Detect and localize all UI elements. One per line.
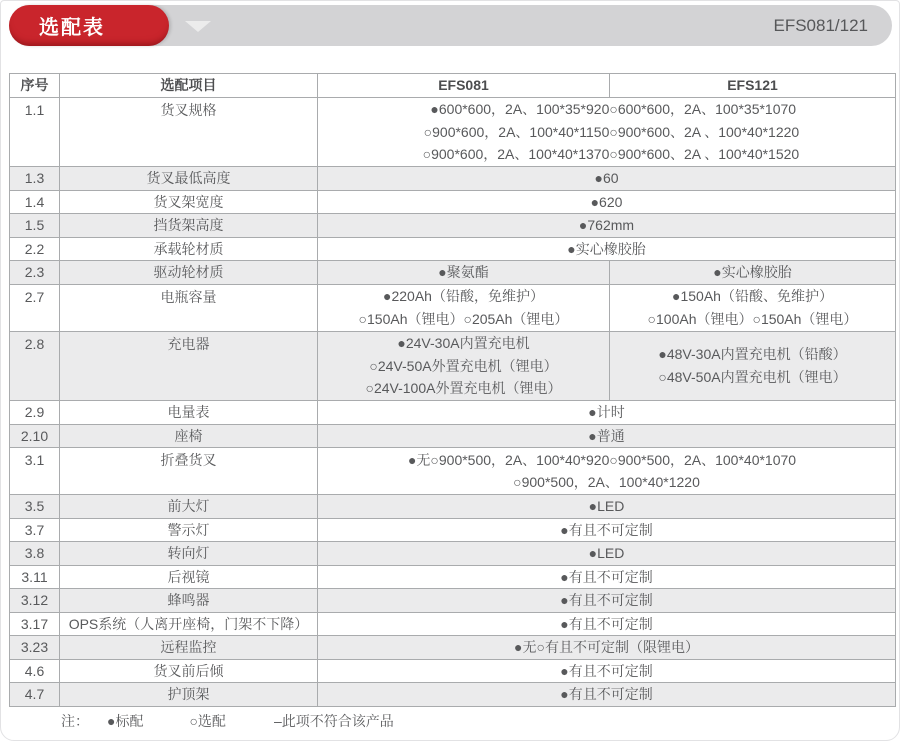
- table-row: [10, 97, 895, 167]
- table-row: [10, 565, 895, 589]
- value-line: [320, 98, 893, 121]
- table-row: [10, 659, 895, 683]
- value-line: ○24V-50A外置充电机（锂电）: [369, 357, 558, 374]
- table-row: [10, 237, 895, 261]
- row-value-merged: ●无○有且不可定制（限锂电）: [317, 636, 895, 659]
- table-row: [10, 588, 895, 612]
- model-label: EFS081/121: [773, 15, 868, 35]
- row-value-merged: [317, 98, 895, 167]
- row-no: 2.3: [24, 264, 45, 280]
- row-no: 1.5: [24, 217, 45, 233]
- row-value-merged: ●LED: [317, 495, 895, 518]
- row-value-merged: ●实心橡胶胎: [317, 238, 895, 261]
- row-no: 3.7: [24, 521, 45, 538]
- row-item: 承载轮材质: [59, 238, 317, 261]
- efs121-part: ○900*600、2A 、100*40*1520: [609, 146, 800, 162]
- value-line: ○150Ah（锂电）○205Ah（锂电）: [358, 310, 569, 327]
- row-value-merged: ●620: [317, 191, 895, 214]
- row-no: 3.12: [20, 592, 49, 608]
- table-row: [10, 541, 895, 565]
- col-header-no: 序号: [20, 77, 49, 93]
- row-item: 货叉最低高度: [59, 167, 317, 190]
- row-item: 远程监控: [59, 636, 317, 659]
- row-item: 折叠货叉: [59, 448, 317, 494]
- row-item: 电瓶容量: [59, 285, 317, 331]
- table-row: [10, 447, 895, 494]
- row-no: 4.6: [24, 662, 45, 679]
- row-value-merged: [317, 448, 895, 494]
- value-line: ●150Ah（铅酸、免维护）: [672, 288, 833, 304]
- value-line: [320, 449, 893, 472]
- table-row: [10, 284, 895, 331]
- table-row: [10, 260, 895, 284]
- value-line: ○900*500，2A、100*40*1220: [513, 474, 700, 490]
- table-row: [10, 166, 895, 190]
- row-value-merged: ●有且不可定制: [317, 660, 895, 683]
- row-value-merged: ●60: [317, 167, 895, 190]
- value-line: ●实心橡胶胎: [713, 264, 792, 280]
- row-value-efs121: [609, 285, 895, 331]
- row-value-merged: ●762mm: [317, 214, 895, 237]
- row-no: 2.2: [24, 240, 45, 257]
- table-row: [10, 518, 895, 542]
- row-no: 2.10: [20, 427, 49, 444]
- table-row: [10, 682, 895, 706]
- table-body: [10, 97, 895, 706]
- row-no: 3.8: [24, 545, 45, 561]
- value-line: [320, 121, 893, 144]
- value-line: [320, 143, 893, 166]
- row-value-merged: ●有且不可定制: [317, 519, 895, 542]
- row-item: OPS系统（人离开座椅，门架不下降）: [59, 613, 317, 636]
- row-value-merged: ●有且不可定制: [317, 566, 895, 589]
- row-item: 驱动轮材质: [59, 261, 317, 284]
- efs081-part: ○900*600，2A、100*40*1150: [423, 123, 610, 140]
- row-value-merged: ●有且不可定制: [317, 613, 895, 636]
- row-value-efs121: [609, 261, 895, 284]
- row-no: 1.3: [24, 170, 45, 186]
- value-line: ●聚氨酯: [438, 264, 489, 280]
- table-row: [10, 213, 895, 237]
- table-row: [10, 424, 895, 448]
- title-red-pill: [9, 5, 169, 46]
- row-value-merged: ●有且不可定制: [317, 683, 895, 706]
- row-no: 3.1: [24, 452, 45, 468]
- row-no: 1.4: [24, 193, 45, 210]
- efs081-part: ●无○900*500，2A、100*40*920: [407, 451, 610, 468]
- table-row: [10, 190, 895, 214]
- row-value-efs081: [317, 285, 609, 331]
- row-item: 座椅: [59, 425, 317, 448]
- row-no: 3.5: [24, 498, 45, 514]
- row-item: 转向灯: [59, 542, 317, 565]
- table-header-row: [10, 74, 895, 97]
- row-no: 4.7: [24, 686, 45, 702]
- row-no: 2.9: [24, 404, 45, 420]
- row-value-efs121: [609, 332, 895, 401]
- note-label: 注：: [61, 713, 89, 729]
- table-row: [10, 635, 895, 659]
- efs121-part: ○900*500，2A、100*40*1070: [609, 451, 797, 468]
- row-no: 2.8: [24, 335, 45, 352]
- row-item: 货叉规格: [59, 98, 317, 167]
- row-no: 3.23: [20, 639, 49, 655]
- row-no: 1.1: [24, 101, 45, 118]
- value-line: ●220Ah（铅酸，免维护）: [383, 288, 544, 304]
- value-line: ●48V-30A内置充电机（铅酸）: [658, 346, 847, 363]
- row-value-efs081: [317, 332, 609, 401]
- legend-optional: ○选配: [189, 713, 226, 729]
- row-value-merged: ●计时: [317, 401, 895, 424]
- chevron-down-icon: [185, 21, 211, 32]
- col-header-item: 选配项目: [59, 74, 317, 97]
- row-no: 3.11: [21, 568, 48, 585]
- row-value-merged: ●LED: [317, 542, 895, 565]
- options-table: [9, 73, 896, 707]
- table-row: [10, 331, 895, 401]
- table-row: [10, 612, 895, 636]
- legend-standard: ●标配: [107, 713, 144, 729]
- row-value-efs081: [317, 261, 609, 284]
- row-item: 警示灯: [59, 519, 317, 542]
- legend-note: [9, 704, 891, 738]
- table-row: [10, 494, 895, 518]
- value-line: ○48V-50A内置充电机（锂电）: [658, 368, 847, 385]
- row-item: 蜂鸣器: [59, 589, 317, 612]
- table-row: [10, 400, 895, 424]
- row-item: 后视镜: [59, 566, 317, 589]
- value-line: ○24V-100A外置充电机（锂电）: [365, 380, 562, 396]
- title-banner: [9, 5, 892, 46]
- legend-not-applicable: –此项不符合该产品: [273, 713, 394, 729]
- page-title: 选配表: [39, 17, 105, 39]
- efs121-part: ○900*600、2A 、100*40*1220: [609, 123, 800, 140]
- efs081-part: ○900*600，2A、100*40*1370: [422, 146, 610, 162]
- row-item: 货叉架宽度: [59, 191, 317, 214]
- row-no: 3.17: [20, 615, 49, 632]
- value-line: ●24V-30A内置充电机: [397, 335, 530, 351]
- row-item: 挡货架高度: [59, 214, 317, 237]
- row-value-merged: ●普通: [317, 425, 895, 448]
- value-line: ○100Ah（锂电）○150Ah（锂电）: [647, 310, 858, 327]
- efs081-part: ●600*600，2A、100*35*920: [430, 101, 610, 117]
- row-item: 电量表: [59, 401, 317, 424]
- row-item: 护顶架: [59, 683, 317, 706]
- col-header-efs081: EFS081: [317, 74, 609, 97]
- row-no: 2.7: [24, 288, 45, 305]
- row-item: 前大灯: [59, 495, 317, 518]
- col-header-efs121: EFS121: [609, 74, 895, 97]
- row-item: 货叉前后倾: [59, 660, 317, 683]
- row-item: 充电器: [59, 332, 317, 401]
- row-value-merged: ●有且不可定制: [317, 589, 895, 612]
- efs121-part: ○600*600，2A、100*35*1070: [609, 101, 797, 117]
